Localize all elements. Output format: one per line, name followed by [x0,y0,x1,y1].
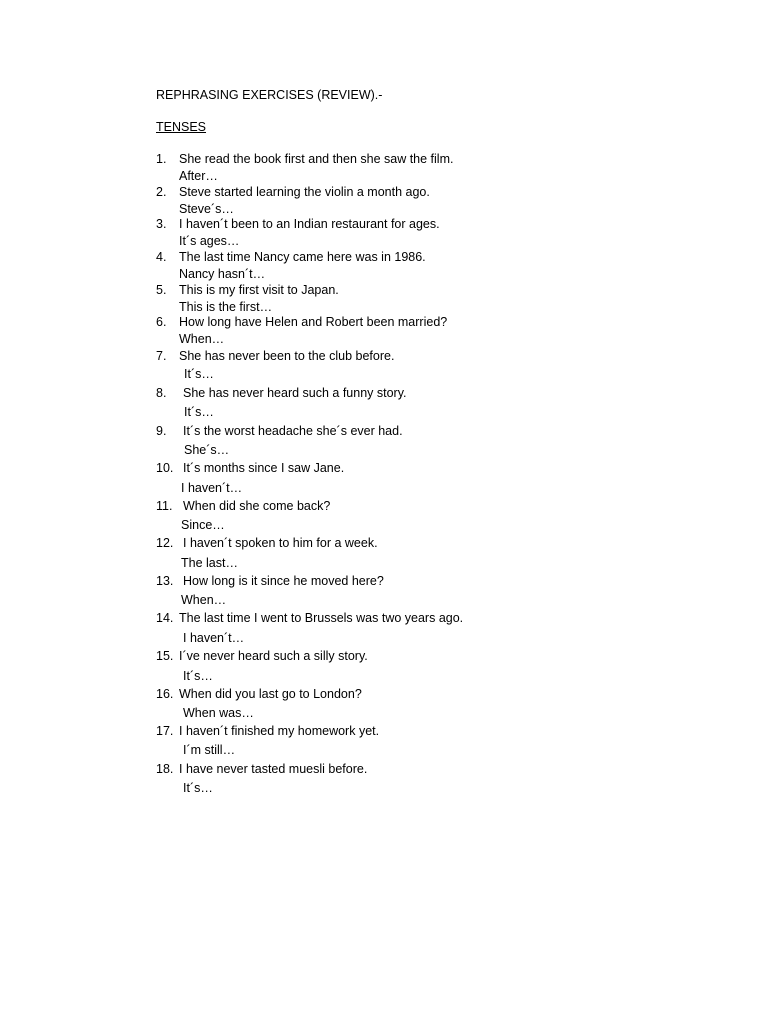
exercise-sentence: Steve started learning the violin a month ago. [179,185,430,199]
exercise-sentence: It´s months since I saw Jane. [183,461,345,475]
exercise-number: 11. [156,499,173,513]
exercise-sentence: This is my first visit to Japan. [179,283,339,297]
exercise-sentence: She read the book first and then she saw the film. [179,152,454,166]
exercise-number: 10. [156,461,174,475]
exercise-sentence: How long have Helen and Robert been married? [179,315,448,329]
exercise-prompt: After… [179,169,218,183]
exercise-sentence: When did she come back? [183,499,331,513]
exercise-number: 14. [156,611,174,625]
exercise-prompt: She´s… [184,443,230,457]
exercise-prompt: I´m still… [183,743,236,757]
exercise-number: 12. [156,536,174,550]
exercise-sentence: She has never been to the club before. [179,349,395,363]
exercise-prompt: Since… [181,518,225,532]
exercise-sentence: It´s the worst headache she´s ever had. [183,424,403,438]
exercise-prompt: It´s… [183,669,213,683]
exercise-sentence: When did you last go to London? [179,687,362,701]
exercise-sentence: I haven´t been to an Indian restaurant for ages. [179,217,440,231]
exercise-number: 17. [156,724,174,738]
exercise-number: 7. [156,349,167,363]
exercise-prompt: It´s… [184,405,214,419]
exercise-number: 18. [156,762,174,776]
exercise-prompt: Nancy hasn´t… [179,267,266,281]
exercise-sentence: I´ve never heard such a silly story. [179,649,368,663]
exercise-number: 2. [156,185,167,199]
document-title: REPHRASING EXERCISES (REVIEW).- [156,88,383,102]
exercise-prompt: When… [181,593,227,607]
exercise-prompt: The last… [181,556,238,570]
exercise-number: 6. [156,315,167,329]
exercise-sentence: She has never heard such a funny story. [183,386,407,400]
exercise-sentence: I haven´t finished my homework yet. [179,724,380,738]
exercise-prompt: This is the first… [179,300,273,314]
exercise-sentence: I haven´t spoken to him for a week. [183,536,378,550]
exercise-sentence: The last time I went to Brussels was two years ago. [179,611,464,625]
exercise-prompt: It´s… [184,367,214,381]
exercise-number: 8. [156,386,167,400]
exercise-sentence: How long is it since he moved here? [183,574,384,588]
exercise-prompt: When was… [183,706,254,720]
exercise-sentence: The last time Nancy came here was in 1986. [179,250,426,264]
exercise-prompt: When… [179,332,225,346]
exercise-prompt: It´s ages… [179,234,240,248]
exercise-number: 1. [156,152,167,166]
exercise-prompt: Steve´s… [179,202,234,216]
section-heading: TENSES [156,120,207,134]
exercise-prompt: I haven´t… [183,631,245,645]
exercise-number: 9. [156,424,167,438]
exercise-prompt: It´s… [183,781,213,795]
exercise-number: 15. [156,649,174,663]
exercise-sentence: I have never tasted muesli before. [179,762,368,776]
exercise-number: 3. [156,217,167,231]
exercise-number: 13. [156,574,174,588]
exercise-number: 16. [156,687,174,701]
exercise-number: 4. [156,250,167,264]
exercise-number: 5. [156,283,167,297]
exercise-prompt: I haven´t… [181,481,243,495]
